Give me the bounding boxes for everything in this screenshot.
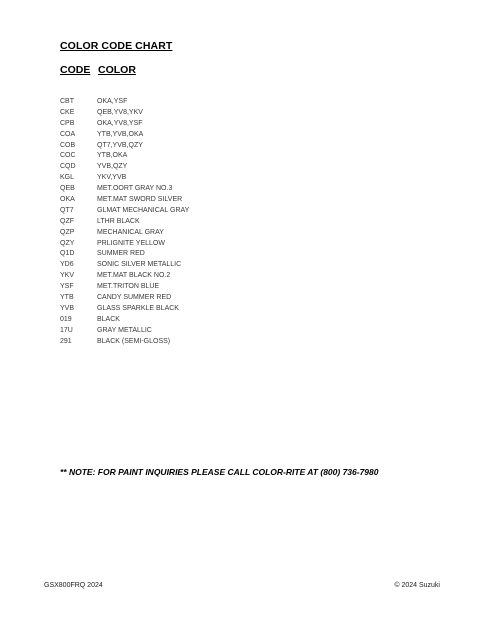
color-name: YTB,OKA — [97, 152, 128, 160]
table-row — [60, 260, 440, 271]
color-code: YSF — [60, 283, 74, 291]
table-row — [60, 239, 440, 250]
color-name: MET.MAT BLACK NO.2 — [97, 272, 171, 280]
color-code: QZP — [60, 228, 75, 236]
color-name: YTB,YVB,OKA — [97, 130, 144, 138]
color-code: OKA — [60, 196, 75, 204]
color-name: GLASS SPARKLE BLACK — [97, 304, 179, 312]
color-name: GRAY METALLIC — [97, 326, 152, 334]
table-row — [60, 195, 440, 206]
color-code: QEB — [60, 185, 75, 193]
color-code: COC — [60, 152, 76, 160]
color-name: MET.OORT GRAY NO.3 — [97, 185, 173, 193]
table-row — [60, 282, 440, 293]
table-row — [60, 304, 440, 315]
color-code: 17U — [60, 326, 73, 334]
color-code: YKV — [60, 272, 75, 280]
color-code: COB — [60, 141, 76, 149]
table-row — [60, 162, 440, 173]
color-code: QT7 — [60, 206, 74, 214]
table-row — [60, 108, 440, 119]
paint-inquiry-note: ** NOTE: FOR PAINT INQUIRIES PLEASE CALL COLOR-RITE AT (800) 736-7980 — [60, 467, 379, 477]
table-row — [60, 97, 440, 108]
color-code: CBT — [60, 98, 74, 105]
color-name: YKV,YVB — [97, 174, 127, 182]
color-name: YVB,QZY — [97, 163, 128, 171]
table-row — [60, 228, 440, 239]
copyright-footer: © 2024 Suzuki — [394, 582, 440, 589]
color-column-header: COLOR — [98, 64, 136, 76]
color-code: KGL — [60, 174, 75, 182]
table-row — [60, 141, 440, 152]
color-name: PRLIGNITE YELLOW — [97, 239, 165, 247]
color-code-list — [60, 97, 440, 347]
color-name: SUMMER RED — [97, 250, 145, 258]
color-name: SONIC SILVER METALLIC — [97, 261, 182, 269]
color-code: YD6 — [60, 261, 74, 269]
color-code: QZF — [60, 217, 74, 225]
model-footer: GSX800FRQ 2024 — [44, 582, 103, 589]
table-row — [60, 217, 440, 228]
color-name: OKA,YV8,YSF — [97, 119, 143, 127]
color-code: CKE — [60, 108, 75, 116]
color-code: YTB — [60, 294, 74, 302]
color-name: QT7,YVB,QZY — [97, 141, 143, 149]
color-code: COA — [60, 130, 76, 138]
table-row — [60, 337, 440, 348]
color-name: MET.TRITON BLUE — [97, 283, 160, 291]
color-name: QEB,YV8,YKV — [97, 108, 143, 116]
table-row — [60, 151, 440, 162]
color-code: 019 — [60, 315, 72, 323]
table-row — [60, 119, 440, 130]
color-code: 291 — [60, 337, 72, 345]
code-column-header: CODE — [60, 64, 91, 76]
color-name: BLACK (SEMI-GLOSS) — [97, 337, 171, 345]
table-row — [60, 249, 440, 260]
table-row — [60, 130, 440, 141]
chart-title: COLOR CODE CHART — [60, 40, 173, 52]
table-row — [60, 271, 440, 282]
color-name: MET.MAT SWORD SILVER — [97, 196, 183, 204]
table-row — [60, 326, 440, 337]
color-code: YVB — [60, 304, 75, 312]
color-code: QZY — [60, 239, 75, 247]
table-row — [60, 315, 440, 326]
color-name: MECHANICAL GRAY — [97, 228, 164, 236]
table-row — [60, 293, 440, 304]
table-row — [60, 206, 440, 217]
color-name: OKA,YSF — [97, 98, 128, 105]
color-name: GLMAT MECHANICAL GRAY — [97, 206, 190, 214]
table-row — [60, 184, 440, 195]
color-name: CANDY SUMMER RED — [97, 294, 172, 302]
color-code: Q1D — [60, 250, 75, 258]
color-name: LTHR BLACK — [97, 217, 140, 225]
color-code: CPB — [60, 119, 75, 127]
color-code: CQD — [60, 163, 76, 171]
color-name: BLACK — [97, 315, 120, 323]
table-row — [60, 173, 440, 184]
